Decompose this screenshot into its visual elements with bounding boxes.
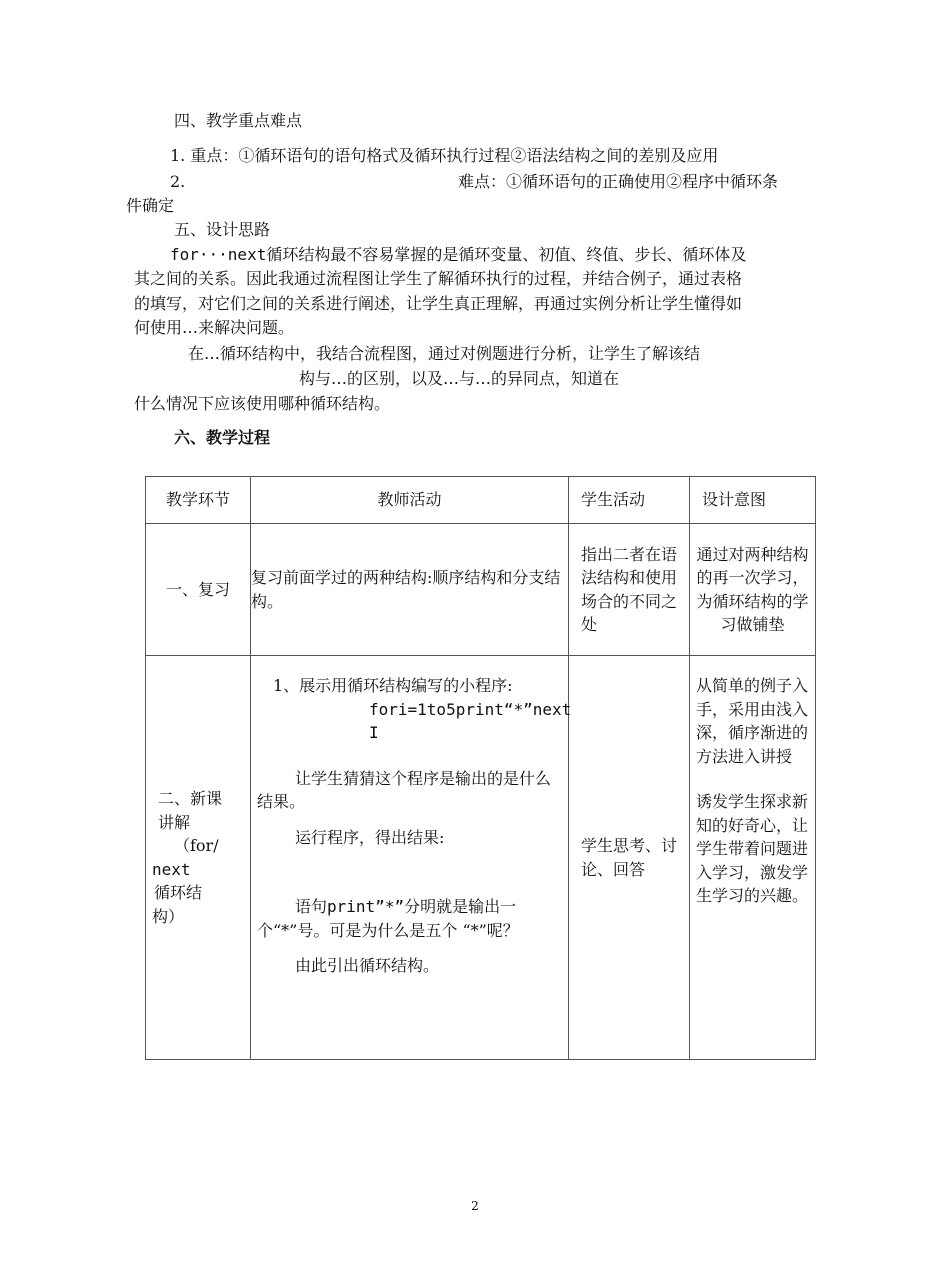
program-code-line: fori=1to5print“*”next (369, 699, 572, 719)
teaching-process-table (145, 476, 816, 1060)
for-next-code: for···next (170, 245, 267, 264)
program-code-line-2: I (369, 723, 379, 742)
design-para2-line1: 在…循环结构中，我结合流程图，通过对例题进行分析，让学生了解该结 (188, 344, 701, 363)
statement-explanation (257, 895, 562, 942)
key-points-line (170, 145, 718, 167)
section-4-heading: 四、教学重点难点 (174, 111, 303, 130)
stage-line-5: 循环结 (154, 883, 203, 902)
statement-label: 语句 (295, 897, 328, 916)
review-stage: 一、复习 (146, 524, 251, 656)
header-stage: 教学环节 (146, 477, 251, 524)
hard-points-continuation: 件确定 (126, 196, 175, 215)
show-program-text: 1、展示用循环结构编写的小程序: (273, 676, 513, 695)
page-number: 2 (471, 1199, 479, 1213)
design-para1-line1 (170, 244, 746, 266)
section-6-heading: 六、教学过程 (174, 428, 271, 447)
new-lesson-teacher-activity (251, 656, 572, 1060)
table-row-new-lesson (146, 656, 816, 1060)
hard-points-number: 2. (170, 172, 186, 191)
statement-rest: 分明就是输出一个“*”号。可是为什么是五个 “*”呢？ (257, 897, 519, 940)
stage-line-2: 讲解 (158, 812, 191, 832)
table-header-row (146, 477, 816, 524)
section-5-heading: 五、设计思路 (174, 220, 271, 239)
new-lesson-student-activity: 学生思考、讨论、回答 (569, 656, 690, 1060)
header-design-intent: 设计意图 (690, 477, 816, 524)
guess-output-text: 让学生猜猜这个程序是输出的是什么结果。 (257, 768, 552, 811)
stage-line-1: 二、新课 (158, 789, 223, 808)
design-para2-line2: 构与…的区别，以及…与…的异同点，知道在 (299, 369, 620, 388)
introduce-loop-text: 由此引出循环结构。 (295, 956, 440, 975)
run-program-text: 运行程序，得出结果: (295, 827, 445, 847)
stage-line-4: next (152, 859, 191, 879)
review-design-intent: 通过对两种结构的再一次学习，为循环结构的学习做铺垫 (690, 524, 816, 656)
print-code: print”*” (327, 897, 405, 916)
table-row-review (146, 524, 816, 656)
intent-part-1: 从简单的例子入手，采用由浅入深，循序渐进的方法进入讲授 (696, 676, 809, 766)
design-para1-line1-text: 循环结构最不容易掌握的是循环变量、初值、终值、步长、循环体及 (266, 245, 747, 264)
design-para2-line3: 什么情况下应该使用哪种循环结构。 (134, 394, 391, 413)
header-student-activity: 学生活动 (569, 477, 690, 524)
review-student-activity: 指出二者在语法结构和使用场合的不同之处 (569, 524, 690, 656)
review-teacher-activity: 复习前面学过的两种结构:顺序结构和分支结构。 (251, 524, 569, 656)
new-lesson-stage (146, 656, 251, 1060)
header-teacher-activity: 教师活动 (251, 477, 569, 524)
hard-points-text: 难点：①循环语句的正确使用②程序中循环条 (458, 172, 779, 191)
design-para1-line3: 的填写，对它们之间的关系进行阐述，让学生真正理解，再通过实例分析让学生懂得如 (134, 294, 743, 313)
stage-line-3: （for/ (174, 836, 219, 855)
stage-line-6: 构） (152, 906, 185, 926)
key-points-text: 重点：①循环语句的语句格式及循环执行过程②语法结构之间的差别及应用 (190, 146, 719, 165)
design-para1-line2: 其之间的关系。因此我通过流程图让学生了解循环执行的过程，并结合例子，通过表格 (134, 269, 743, 288)
key-points-number: 1. (170, 146, 186, 165)
design-para1-line4: 何使用…来解决问题。 (134, 318, 295, 337)
intent-part-2: 诱发学生探求新知的好奇心，让学生带着问题进入学习，激发学生学习的兴趣。 (696, 792, 809, 905)
new-lesson-design-intent (690, 656, 816, 1060)
